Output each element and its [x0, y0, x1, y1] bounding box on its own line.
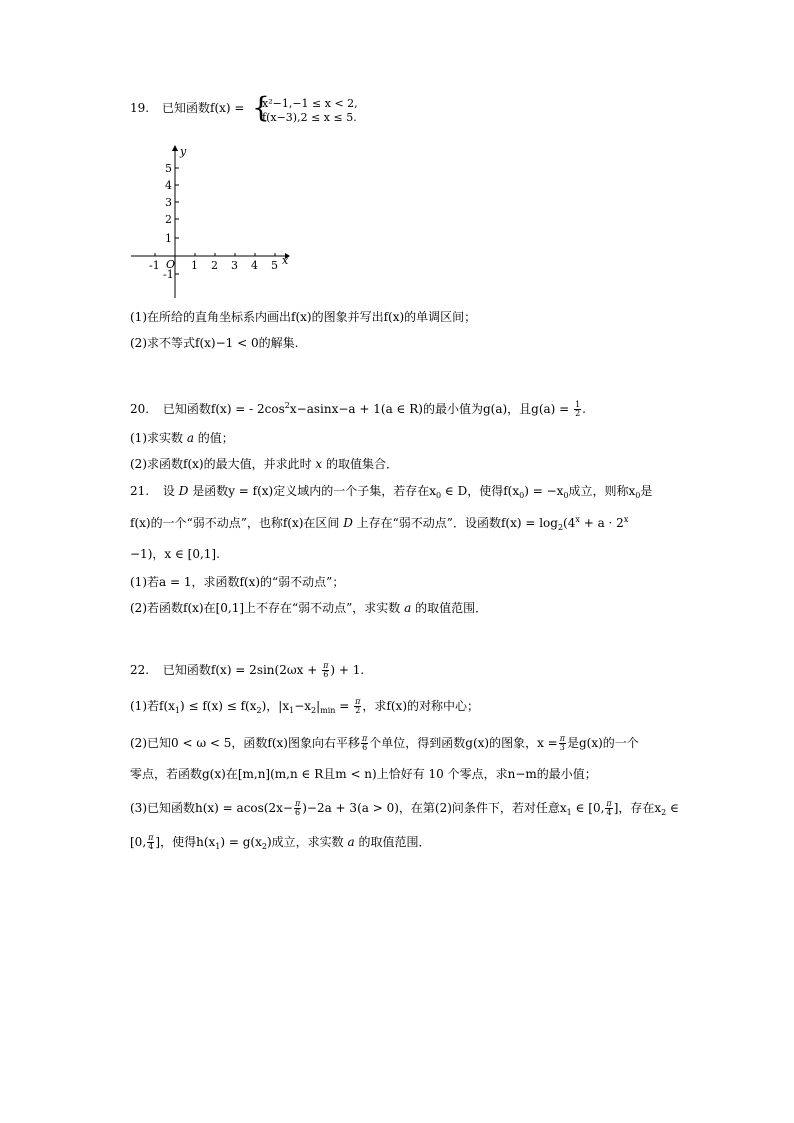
q22-part-3-line-1: (3)已知函数h(x) = acos(2x− $\frac{\pi}{6}$ )−2a + 3(a > 0)，在第(2)问条件下，若对任意$x_1$ ∈ [0, $\frac{\pi}{4}$ ]，存在$x_2$ ∈	[130, 799, 679, 817]
x-tick-label: 2	[211, 259, 218, 272]
fraction: $\frac{\pi}{3}$	[559, 734, 565, 752]
y-tick-label: 4	[165, 179, 172, 192]
q22-part-1: (1)若$f(x_1) \le f(x) \le f(x_2)$，$|x_1-x_2|_{min}$ = $\frac{\pi}{2}$ ，求f(x)的对称中心；	[130, 697, 479, 715]
q21-number: 21.	[130, 484, 150, 498]
q22-number: 22.	[130, 663, 150, 677]
q21-part-2: (2)若函数f(x)在[0,1]上不存在“弱不动点”，求实数 a 的取值范围．	[130, 601, 488, 615]
fraction: $\frac{\pi}{2}$	[355, 697, 361, 715]
q19-intro: 已知函数f(x) =	[162, 101, 245, 115]
q20-number: 20.	[130, 402, 150, 416]
q20-part-1: (1)求实数 a 的值；	[130, 431, 234, 445]
q21-line-2: f(x)的一个“弱不动点”，也称f(x)在区间 D 上存在“弱不动点”．设函数$f(x) = \log_2(4^x + a \cdot 2^x$	[130, 515, 629, 532]
x-tick-label: 4	[251, 259, 258, 272]
x-tick-label: -1	[149, 259, 160, 272]
coordinate-graph	[125, 143, 295, 303]
x-axis-label: x	[282, 254, 289, 267]
fraction: $\frac{1}{2}$	[575, 400, 581, 418]
q21-line-1: 21. 设 D 是函数y = f(x)定义域内的一个子集，若存在$x_0$ ∈ D，使得$f(x_0) = -x_0$成立，则称$x_0$是	[130, 484, 653, 500]
q20-line-1: 20. 已知函数f(x) = - $2\cos^2x-asinx-a + 1(a$ ∈ R)的最小值为g(a)，且g(a) = $\frac{1}{2}$ .	[130, 400, 586, 418]
q19-piece-1: x²−1,−1 ≤ x < 2,	[262, 97, 358, 110]
y-tick-label: 2	[165, 213, 172, 226]
q22-part-2-line-2: 零点，若函数g(x)在[m,n](m,n ∈ R且m < n)上恰好有 10 个零点，求n−m的最小值；	[130, 767, 597, 781]
origin-label: O	[166, 258, 176, 271]
y-tick-label: 5	[165, 162, 172, 175]
fraction: $\frac{\pi}{4}$	[606, 799, 612, 817]
q20-part-2: (2)求函数f(x)的最大值，并求此时 x 的取值集合．	[130, 457, 398, 471]
y-tick-label: 3	[165, 196, 172, 209]
fraction: $\frac{\pi}{6}$	[362, 734, 368, 752]
q19-number: 19.	[130, 101, 150, 115]
y-tick-label: -1	[163, 268, 174, 281]
q19-part-1: (1)在所给的直角坐标系内画出f(x)的图象并写出f(x)的单调区间；	[130, 310, 477, 324]
piecewise-brace: {	[252, 91, 270, 124]
x-tick-label: 5	[271, 259, 278, 272]
y-axis-arrow	[172, 145, 178, 151]
q21-part-1: (1)若a = 1，求函数f(x)的“弱不动点”；	[130, 575, 345, 589]
y-tick-label: 1	[165, 232, 172, 245]
fraction: $\frac{\pi}{4}$	[148, 833, 154, 851]
q22-part-3-line-2: [0, $\frac{\pi}{4}$ ]，使得$h(x_1) = g(x_2)$成立，求实数 a 的取值范围．	[130, 833, 431, 851]
fraction: $\frac{\pi}{6}$	[323, 661, 329, 679]
x-tick-label: 1	[191, 259, 198, 272]
q22-intro: 22. 已知函数f(x) = 2sin(2ωx + $\frac{\pi}{6}$ ) + 1.	[130, 661, 365, 679]
q21-line-3: −1)，x ∈ [0,1].	[130, 547, 220, 561]
q19-part-2: (2)求不等式f(x)−1 < 0的解集.	[130, 336, 299, 350]
q19-piece-2: f(x−3),2 ≤ x ≤ 5.	[262, 111, 357, 124]
x-tick-label: 3	[231, 259, 238, 272]
q22-part-2-line-1: (2)已知0 < ω < 5，函数f(x)图象向右平移 $\frac{\pi}{6}$ 个单位，得到函数g(x)的图象，x = $\frac{\pi}{3}$ 是g(x)的一个	[130, 734, 639, 752]
y-axis-label: y	[180, 145, 187, 158]
fraction: $\frac{\pi}{6}$	[294, 799, 301, 817]
